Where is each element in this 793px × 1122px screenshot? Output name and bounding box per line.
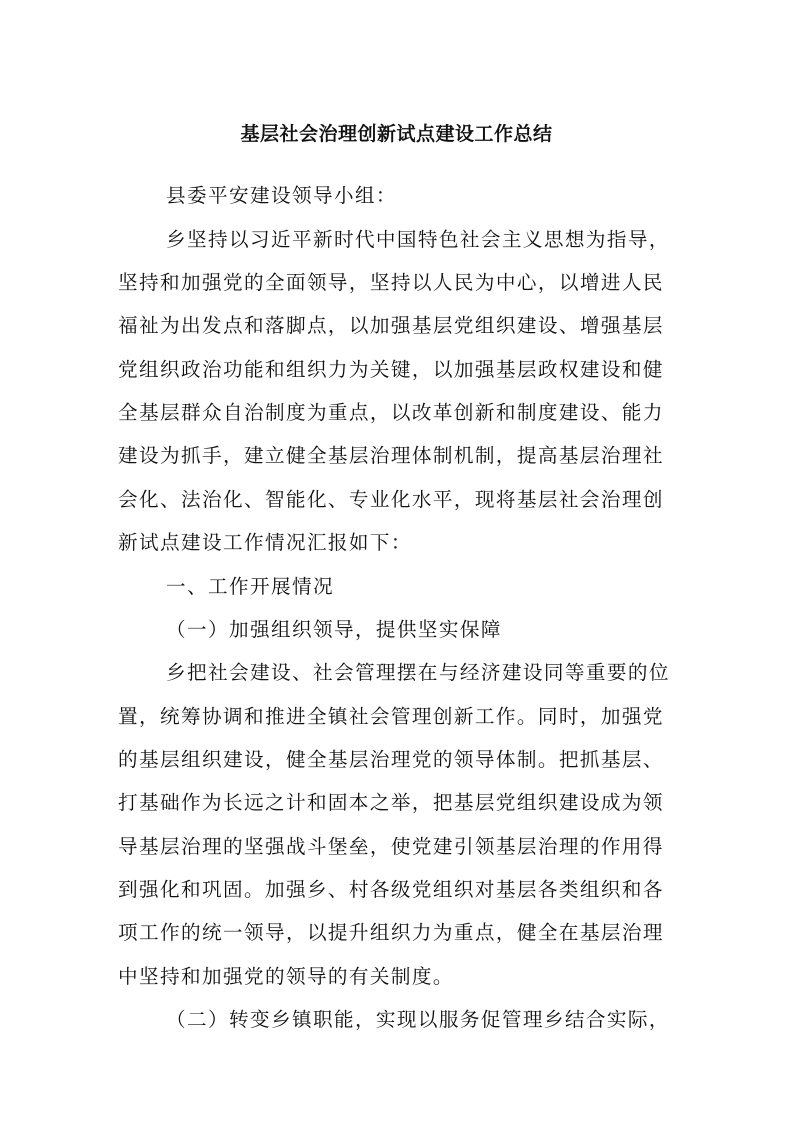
body-text-line: 全基层群众自治制度为重点，以改革创新和制度建设、能力 bbox=[118, 401, 664, 424]
document-title: 基层社会治理创新试点建设工作总结 bbox=[240, 123, 553, 145]
body-text-line: 会化、法治化、智能化、专业化水平，现将基层社会治理创 bbox=[118, 488, 664, 511]
body-text-line: 新试点建设工作情况汇报如下： bbox=[118, 531, 412, 554]
salutation-line: 县委平安建设领导小组： bbox=[166, 184, 397, 207]
body-text-line: 中坚持和加强党的领导的有关制度。 bbox=[118, 965, 454, 988]
body-text-line: 打基础作为长远之计和固本之举，把基层党组织建设成为领 bbox=[118, 791, 664, 814]
subsection-heading: （二）转变乡镇职能，实现以服务促管理乡结合实际， bbox=[166, 1008, 670, 1031]
body-text-line: 到强化和巩固。加强乡、村各级党组织对基层各类组织和各 bbox=[118, 878, 664, 901]
body-text-line: 项工作的统一领导，以提升组织力为重点，健全在基层治理 bbox=[118, 921, 664, 944]
body-text-line: 建设为抓手，建立健全基层治理体制机制，提高基层治理社 bbox=[118, 444, 664, 467]
section-heading: 一、工作开展情况 bbox=[166, 575, 334, 598]
body-text-line: 党组织政治功能和组织力为关键，以加强基层政权建设和健 bbox=[118, 358, 664, 381]
body-text-line: 导基层治理的坚强战斗堡垒，使党建引领基层治理的作用得 bbox=[118, 835, 664, 858]
body-text-line: 乡坚持以习近平新时代中国特色社会主义思想为指导， bbox=[166, 228, 670, 251]
subsection-heading: （一）加强组织领导，提供坚实保障 bbox=[166, 618, 502, 641]
body-text-line: 的基层组织建设，健全基层治理党的领导体制。把抓基层、 bbox=[118, 748, 664, 771]
body-text-line: 置，统筹协调和推进全镇社会管理创新工作。同时，加强党 bbox=[118, 705, 664, 728]
body-text-line: 坚持和加强党的全面领导，坚持以人民为中心，以增进人民 bbox=[118, 271, 664, 294]
body-text-line: 福祉为出发点和落脚点，以加强基层党组织建设、增强基层 bbox=[118, 314, 664, 337]
body-text-line: 乡把社会建设、社会管理摆在与经济建设同等重要的位 bbox=[166, 661, 670, 684]
